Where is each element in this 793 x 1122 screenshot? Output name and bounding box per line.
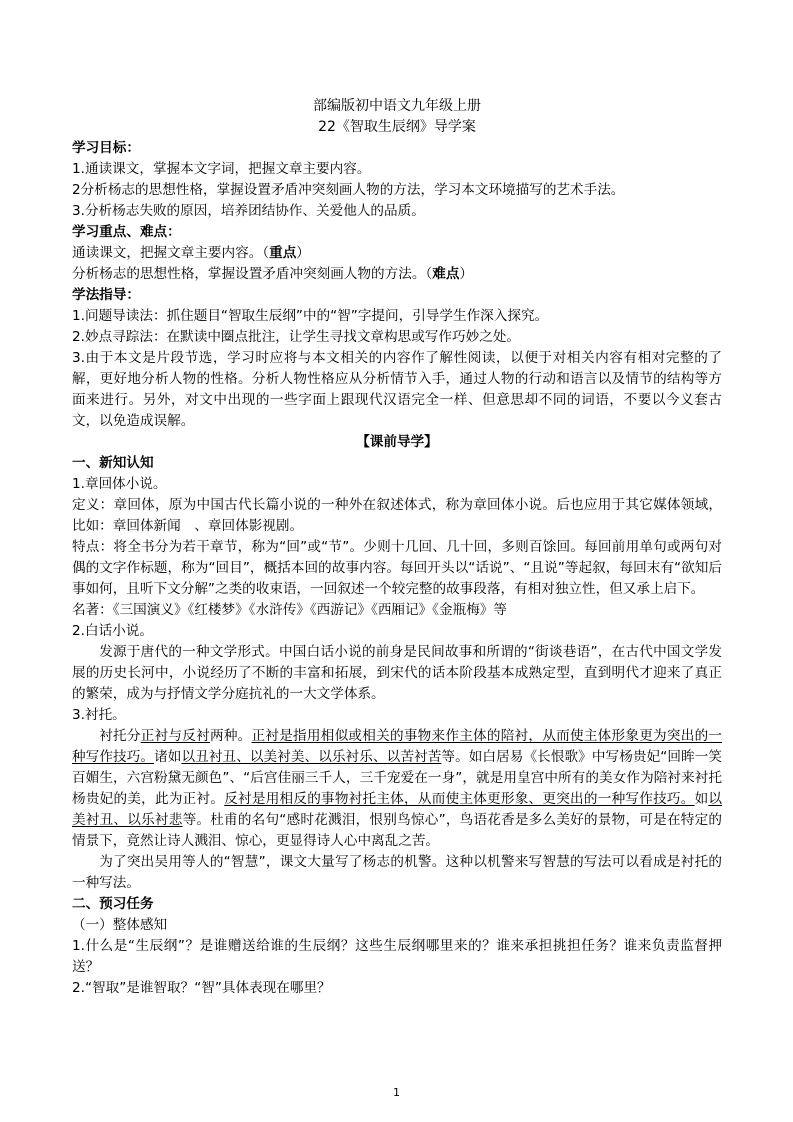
method-item: 2.妙点寻踪法：在默读中圈点批注，让学生寻找文章构思或写作巧妙之处。 xyxy=(72,329,520,345)
doc-title-line1: 部编版初中语文九年级上册 xyxy=(313,98,481,114)
goal-item: 3.分析杨志失败的原因，培养团结协作、关爱他人的品质。 xyxy=(72,203,425,219)
goals-heading: 学习目标： xyxy=(72,140,140,156)
keypoint-tag: 重点 xyxy=(269,245,297,261)
chentuo-u2: 正衬是指用相似或相关的事物来作主体的陪衬，从而使主体形象更为突出的一种写作技巧。 xyxy=(72,728,723,765)
baihua-text: 发源于唐代的一种文学形式。中国白话小说的前身是民间故事和所谓的“街谈巷语”，在古代中国文学发展的历史长河中，小说经历了不断的丰富和拓展，到宋代的话本阶段基本成熟定型，直到明代才迎来了真正的繁荣，成为与抒情文学分庭抗礼的一大文学体系。 xyxy=(72,644,722,702)
keypoint-line xyxy=(72,243,722,264)
chentuo-u5: 以美衬丑、以乐衬悲 xyxy=(72,791,723,828)
document-page xyxy=(72,96,722,999)
difficulty-line xyxy=(72,264,722,285)
method-item: 1.问题导读法：抓住题目“智取生辰纲”中的“智”字提问，引导学生作深入探究。 xyxy=(72,308,549,324)
chentuo-paragraph xyxy=(72,726,722,852)
method-item: 3.由于本文是片段节选，学习时应将与本文相关的内容作了解性阅读，以便于对相关内容有相对完整的了解，更好地分析人物的性格。分析人物性格应从分析情节入手，通过人物的行动和语言以及情节的结构等方面来进行。另外，对文中出现的一些字面上跟现代汉语完全一样、但意思却不同的词语，不要以今义套古文，以免造成误解。 xyxy=(72,350,722,429)
chentuo-u3: 以丑衬丑、以美衬美、以乐衬乐、以苦衬苦 xyxy=(181,749,442,765)
subsection-overview: （一）整体感知 xyxy=(72,917,168,933)
chentuo-s3: 诸如 xyxy=(154,749,182,765)
chentuo-s4: 等。如白居易《长恨歌》中写杨贵妃“回眸一笑百媚生，六宫粉黛无颜色”、“后宫佳丽三千人，三千宠爱在一身”，就是用皇宫中所有的美女作为陪衬来衬托杨贵妃的美，此为正衬。 xyxy=(72,749,723,807)
chentuo-s6: 等。杜甫的名句“感时花溅泪，恨别鸟惊心”，鸟语花香是多么美好的景物，可是在特定的情景下，竟然让诗人溅泪、惊心，更显得诗人心中离乱之苦。 xyxy=(72,812,722,849)
chentuo-s5: 如 xyxy=(694,791,709,807)
question-item: 2.“智取”是谁智取？“智”具体表现在哪里？ xyxy=(72,980,331,996)
keypoint-end: ） xyxy=(296,245,310,261)
zhanghui-title: 1.章回体小说。 xyxy=(72,476,167,492)
keypoints-heading: 学习重点、难点： xyxy=(72,224,181,240)
chentuo-paragraph-2: 为了突出吴用等人的“智慧”，课文大量写了杨志的机警。这种以机警来写智慧的写法可以看成是衬托的一种写法。 xyxy=(72,854,722,891)
chentuo-title: 3.衬托。 xyxy=(72,707,126,723)
baihua-title: 2.白话小说。 xyxy=(72,623,153,639)
zhanghui-definition: 定义：章回体，原为中国古代长篇小说的一种外在叙述体式，称为章回体小说。后也应用于其它媒体领域，比如：章回体新闻 、章回体影视剧。 xyxy=(72,497,722,534)
difficulty-tag: 难点 xyxy=(432,266,460,282)
goal-item: 2分析杨志的思想性格，掌握设置矛盾冲突刻画人物的方法，学习本文环境描写的艺术手法。 xyxy=(72,182,625,198)
section-new-knowledge: 一、新知认知 xyxy=(72,455,154,471)
zhanghui-features: 特点：将全书分为若干章节，称为“回”或“节”。少则十几回、几十回，多则百馀回。每回前用单句或两句对偶的文字作标题，称为“回目”，概括本回的故事内容。每回开头以“话说”、“且说”等起叙，每回末有“欲知后事如何，且听下文分解”之类的收束语，一回叙述一个较完整的故事段落，有相对独立性，但又承上启下。 xyxy=(72,539,722,597)
chentuo-s2: 两种。 xyxy=(209,728,252,744)
method-heading: 学法指导： xyxy=(72,287,140,303)
page-number: 1 xyxy=(393,1086,400,1099)
doc-title-line2: 22《智取生辰纲》导学案 xyxy=(318,119,476,135)
zhanghui-works: 名著：《三国演义》《红楼梦》《水浒传》《西游记》《西厢记》《金瓶梅》等 xyxy=(72,602,507,618)
chentuo-u1: 正衬与反衬 xyxy=(140,728,210,744)
section-preview-tasks: 二、预习任务 xyxy=(72,896,154,912)
goal-item: 1.通读课文，掌握本文字词，把握文章主要内容。 xyxy=(72,161,371,177)
preview-center-heading: 【课前导学】 xyxy=(356,434,438,450)
difficulty-end: ） xyxy=(459,266,474,282)
chentuo-s1: 衬托分 xyxy=(99,728,141,744)
keypoint-text: 通读课文，把握文章主要内容。（ xyxy=(72,245,270,261)
difficulty-text: 分析杨志的思想性格，掌握设置矛盾冲突刻画人物的方法。（ xyxy=(72,266,433,282)
chentuo-u4: 反衬是用相反的事物衬托主体，从而使主体更形象、更突出的一种写作技巧。 xyxy=(224,791,695,807)
question-item: 1.什么是“生辰纲”？是谁赠送给谁的生辰纲？这些生辰纲哪里来的？谁来承担挑担任务？谁来负责监督押送？ xyxy=(72,938,722,975)
